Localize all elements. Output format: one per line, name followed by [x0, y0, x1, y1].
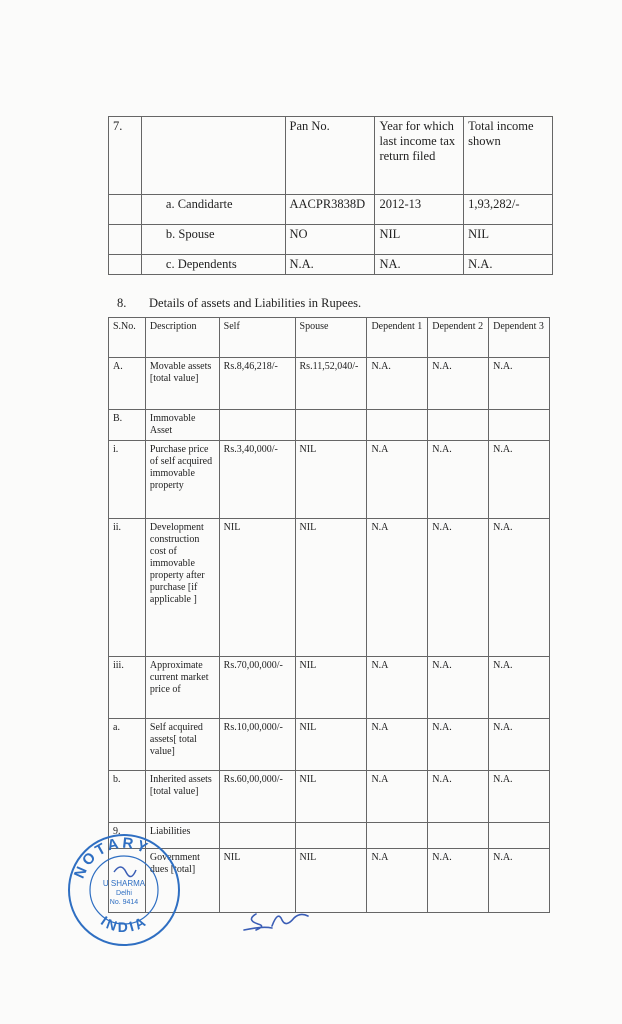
cell-sno: 9. [109, 823, 146, 849]
cell-dependent-1: N.A [367, 849, 428, 913]
cell-sno: a. [109, 719, 146, 771]
cell-dependent-1: N.A [367, 657, 428, 719]
cell-dependent-1: N.A [367, 771, 428, 823]
cell-spouse: NIL [295, 719, 367, 771]
cell-description: Development construction cost of immovable property after purchase [if applicable ] [145, 519, 219, 657]
signature [242, 906, 312, 936]
notary-stamp [66, 832, 182, 948]
cell-dependent-3: N.A. [489, 849, 550, 913]
cell-dependent-3: N.A. [489, 771, 550, 823]
cell-self [219, 410, 295, 441]
header-dependent-1: Dependent 1 [367, 318, 428, 358]
income-value: N.A. [464, 255, 553, 275]
stamp-top-text: NOTARY [70, 834, 153, 881]
table-row [109, 441, 550, 519]
table-row [109, 255, 553, 275]
cell-sno: i. [109, 441, 146, 519]
cell-spouse [295, 410, 367, 441]
cell-description: Movable assets [total value] [145, 358, 219, 410]
cell-dependent-3: N.A. [489, 519, 550, 657]
cell-description: Approximate current market price of [145, 657, 219, 719]
cell-description: Purchase price of self acquired immovable property [145, 441, 219, 519]
header-dependent-3: Dependent 3 [489, 318, 550, 358]
cell-dependent-2 [428, 410, 489, 441]
cell-spouse: Rs.11,52,040/- [295, 358, 367, 410]
cell-dependent-3 [489, 823, 550, 849]
cell-spouse: NIL [295, 849, 367, 913]
cell-dependent-1 [367, 823, 428, 849]
table-row [109, 771, 550, 823]
cell-dependent-2: N.A. [428, 358, 489, 410]
year-value: 2012-13 [375, 195, 464, 225]
cell-self: Rs.8,46,218/- [219, 358, 295, 410]
cell-dependent-2: N.A. [428, 719, 489, 771]
cell-self: Rs.70,00,000/- [219, 657, 295, 719]
header-self: Self [219, 318, 295, 358]
cell-sno: b. [109, 771, 146, 823]
header-year: Year for which last income tax return filed [375, 117, 464, 195]
table-row [109, 519, 550, 657]
income-tax-table [108, 116, 553, 275]
row-label: c. Dependents [141, 255, 285, 275]
cell-description: Inherited assets [total value] [145, 771, 219, 823]
cell-sno: A. [109, 358, 146, 410]
year-value: NA. [375, 255, 464, 275]
header-dependent-2: Dependent 2 [428, 318, 489, 358]
stamp-bottom-text: INDIA [98, 912, 151, 936]
header-sno: S.No. [109, 318, 146, 358]
cell-spouse [295, 823, 367, 849]
cell-dependent-1: N.A [367, 719, 428, 771]
cell-dependent-3: N.A. [489, 358, 550, 410]
cell-self: Rs.60,00,000/- [219, 771, 295, 823]
cell-dependent-1 [367, 410, 428, 441]
header-description: Description [145, 318, 219, 358]
section-number: 8. [117, 296, 127, 310]
cell-dependent-3: N.A. [489, 719, 550, 771]
stamp-signature-icon [114, 867, 136, 877]
header-spouse: Spouse [295, 318, 367, 358]
cell-self: NIL [219, 519, 295, 657]
cell-self [219, 823, 295, 849]
cell-self: NIL [219, 849, 295, 913]
cell-description: Immovable Asset [145, 410, 219, 441]
table-row [109, 719, 550, 771]
cell-description: Self acquired assets[ total value] [145, 719, 219, 771]
cell-dependent-2: N.A. [428, 441, 489, 519]
pan-value: AACPR3838D [285, 195, 375, 225]
stamp-name: U SHARMA [102, 879, 146, 888]
table-row [109, 195, 553, 225]
row-label: b. Spouse [141, 225, 285, 255]
cell-dependent-2: N.A. [428, 849, 489, 913]
section-number: 7. [109, 117, 142, 195]
cell-sno: iii. [109, 657, 146, 719]
section-title: Details of assets and Liabilities in Rupees. [149, 296, 362, 310]
stamp-reg: No. 9414 [109, 899, 139, 906]
cell-dependent-3: N.A. [489, 657, 550, 719]
table-row [109, 657, 550, 719]
cell-spouse: NIL [295, 657, 367, 719]
income-value: 1,93,282/- [464, 195, 553, 225]
cell-spouse: NIL [295, 441, 367, 519]
cell-dependent-2: N.A. [428, 657, 489, 719]
year-value: NIL [375, 225, 464, 255]
cell-sno: B. [109, 410, 146, 441]
svg-text:INDIA [98, 912, 151, 935]
section-heading [117, 296, 361, 311]
cell-description: Government dues [total] [145, 849, 219, 913]
pan-value: NO [285, 225, 375, 255]
cell-self: Rs.10,00,000/- [219, 719, 295, 771]
row-label: a. Candidarte [141, 195, 285, 225]
cell-dependent-3: N.A. [489, 441, 550, 519]
pan-value: N.A. [285, 255, 375, 275]
cell-sno: ii. [109, 519, 146, 657]
header-pan: Pan No. [285, 117, 375, 195]
header-income: Total income shown [464, 117, 553, 195]
cell-dependent-2: N.A. [428, 519, 489, 657]
table-row [109, 410, 550, 441]
table-row [109, 117, 553, 195]
cell-dependent-1: N.A [367, 441, 428, 519]
cell-dependent-2: N.A. [428, 771, 489, 823]
cell-dependent-2 [428, 823, 489, 849]
cell-dependent-3 [489, 410, 550, 441]
cell-spouse: NIL [295, 519, 367, 657]
income-value: NIL [464, 225, 553, 255]
cell-self: Rs.3,40,000/- [219, 441, 295, 519]
assets-liabilities-table [108, 317, 550, 913]
table-row [109, 358, 550, 410]
header-row [109, 318, 550, 358]
cell-description: Liabilities [145, 823, 219, 849]
stamp-city: Delhi [116, 890, 132, 897]
cell-dependent-1: N.A [367, 519, 428, 657]
table-row [109, 225, 553, 255]
cell-dependent-1: N.A. [367, 358, 428, 410]
cell-spouse: NIL [295, 771, 367, 823]
